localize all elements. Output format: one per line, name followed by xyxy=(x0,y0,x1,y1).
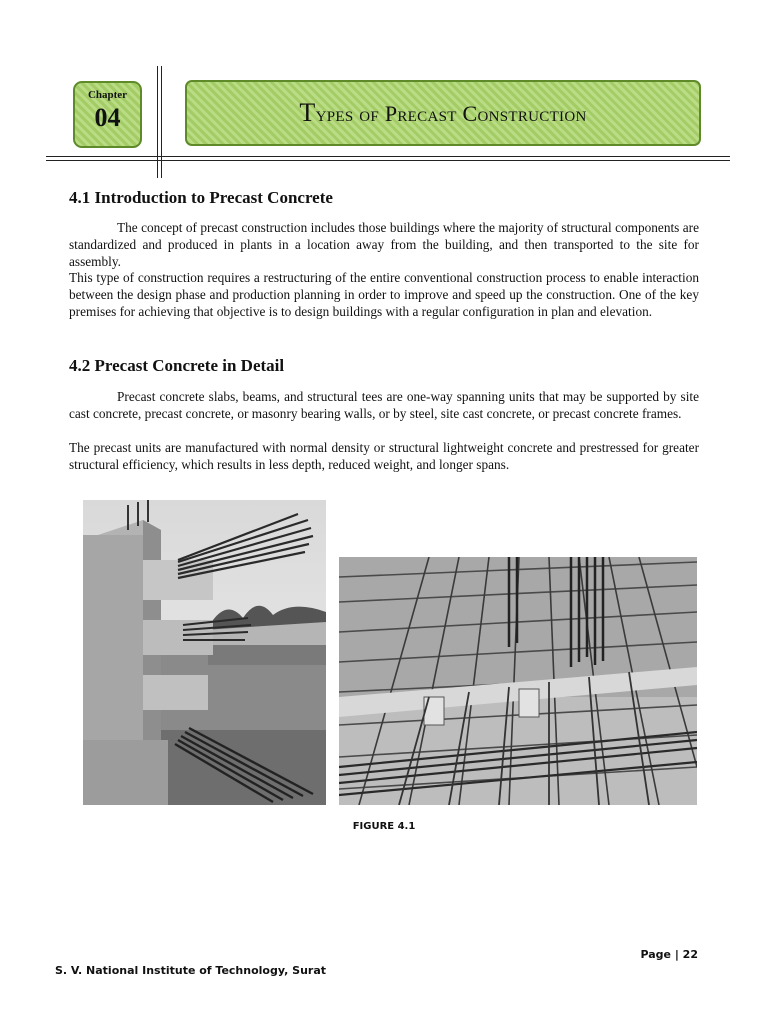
chapter-badge xyxy=(73,81,142,148)
chapter-number: 04 xyxy=(94,103,121,132)
institute-name: S. V. National Institute of Technology, Surat xyxy=(55,964,327,977)
header-horizontal-rule-2 xyxy=(46,160,730,161)
figure-caption: FIGURE 4.1 xyxy=(352,821,416,832)
chapter-title: Types of Precast Construction xyxy=(299,98,587,127)
paragraph: This type of construction requires a restructuring of the entire conventional construction process to enable interaction between the design phase and production planning in order to improve and speed up the construction. One of the key premises for achieving that objective is to design buildings with a regular configuration in plan and elevation. xyxy=(69,270,699,319)
section-heading: 4.2 Precast Concrete in Detail xyxy=(69,356,285,375)
section-heading: 4.1 Introduction to Precast Concrete xyxy=(69,188,333,207)
paragraph: The precast units are manufactured with normal density or structural lightweight concrete and prestressed for greater structural efficiency, which results in less depth, reduced weight, and longer spans. xyxy=(69,440,699,472)
header-vertical-rule-2 xyxy=(161,66,162,178)
paragraph: The concept of precast construction includes those buildings where the majority of structural components are standardized and produced in plants in a location away from the building, and then transported to the site for assembly. xyxy=(69,220,699,269)
page-number: Page | 22 xyxy=(640,948,698,961)
chapter-title-banner xyxy=(185,80,701,146)
photo-precast-column xyxy=(83,500,326,805)
chapter-label: Chapter xyxy=(87,89,128,101)
header-horizontal-rule xyxy=(46,156,730,157)
header-vertical-rule xyxy=(157,66,158,178)
paragraph: Precast concrete slabs, beams, and structural tees are one-way spanning units that may be supported by site cast concrete, precast concrete, or masonry bearing walls, or by steel, site cast concrete, or precast concrete frames. xyxy=(69,389,699,421)
photo-rebar-slab xyxy=(339,557,697,805)
